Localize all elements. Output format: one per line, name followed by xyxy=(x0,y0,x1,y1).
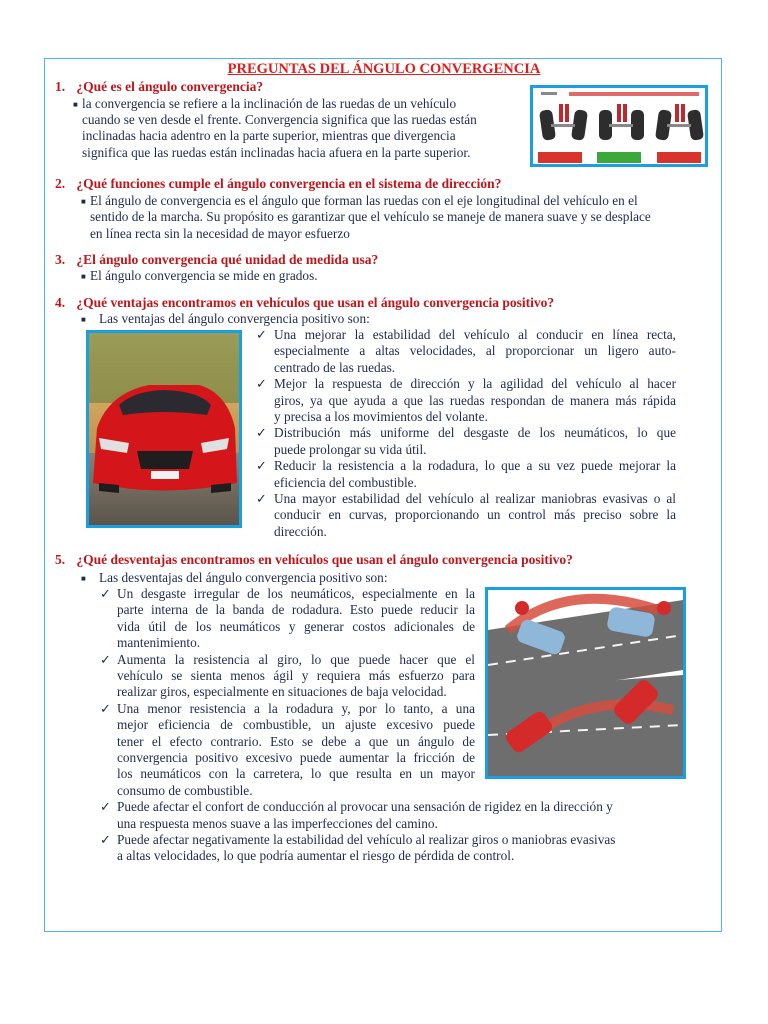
checkmark-icon: ✓ xyxy=(256,376,267,392)
question-5 xyxy=(55,552,573,568)
checkmark-icon: ✓ xyxy=(256,327,267,342)
question-4-number: 4. xyxy=(55,295,66,310)
advantage-item-line: especialmente a altas velocidades, al proporcionar un ligero auto- xyxy=(274,343,676,359)
disadvantage-item-line: convergencia positivo excesivo puede aumentar la fricción de xyxy=(117,750,475,765)
disadvantage-item-line: realizar giros, especialmente en situaciones de baja velocidad. xyxy=(117,684,447,700)
answer-1-line: la convergencia se refiere a la inclinación de las ruedas de un vehículo xyxy=(82,96,457,111)
disadvantage-item-line: mejor eficiencia de combustible, un ajuste excesivo puede xyxy=(117,717,475,733)
disadvantage-item-line: vehículo se sienta menos ágil y requiera más esfuerzo para xyxy=(117,668,475,683)
advantage-item-line: dirección. xyxy=(274,523,327,539)
checkmark-icon: ✓ xyxy=(100,799,111,815)
question-1-number: 1. xyxy=(55,79,66,94)
advantage-item-line: y precisa a los movimientos del volante. xyxy=(274,409,488,424)
tag-posicion-correcta xyxy=(597,152,641,163)
wheel-alignment-image xyxy=(530,85,708,167)
tag-convergencia xyxy=(538,152,582,163)
checkmark-icon: ✓ xyxy=(100,832,111,847)
question-4 xyxy=(55,295,554,311)
checkmark-icon: ✓ xyxy=(256,491,267,506)
answer-2-line: en línea recta sin la necesidad de mayor esfuerzo xyxy=(90,225,350,241)
disadvantage-item-line: Un desgaste irregular de los neumáticos, especialmente en la xyxy=(117,586,475,601)
disadvantage-item-line: a altas velocidades, lo que podría aumentar el riesgo de pérdida de control. xyxy=(117,848,515,864)
answer-1-line: cuando se ven desde el frente. Convergencia significa que las ruedas están xyxy=(82,112,477,127)
question-1-text: ¿Qué es el ángulo convergencia? xyxy=(76,79,264,94)
disadvantage-item-line: tener el efecto contrario. Esto se debe a que un ángulo de xyxy=(117,733,475,749)
red-car-image xyxy=(86,330,242,528)
road-maneuver-image xyxy=(485,587,686,779)
advantage-item-line: puede prolongar su vida útil. xyxy=(274,441,427,457)
question-3-text: ¿El ángulo convergencia qué unidad de medida usa? xyxy=(76,252,379,267)
advantage-item-line: giros, ya que ayuda a que las ruedas respondan de manera más rápida xyxy=(274,392,676,408)
disadvantage-item-line: una respuesta menos suave a las imperfecciones del camino. xyxy=(117,815,438,831)
disadvantage-item-line: Puede afectar el confort de conducción al provocar una sensación de rigidez en la dirección y xyxy=(117,799,613,815)
answer-1-line-2 xyxy=(82,112,519,128)
advantage-item-line: eficiencia del combustible. xyxy=(274,474,417,490)
question-2-number: 2. xyxy=(55,176,66,191)
disadvantage-item-line: Aumenta la resistencia al giro, lo que puede hacer que el xyxy=(117,651,475,667)
answer-2 xyxy=(90,193,690,242)
disadvantage-item-line: mantenimiento. xyxy=(117,635,201,651)
bullet-square-icon: ■ xyxy=(81,272,86,281)
advantage-item-line: Una mayor estabilidad del vehículo al realizar maniobras evasivas o al xyxy=(274,491,676,506)
advantage-item-line: Una mejorar la estabilidad del vehículo al conducir en línea recta, xyxy=(274,327,676,342)
question-2 xyxy=(55,176,501,192)
advantage-item-line: Reducir la resistencia a la rodadura, lo que a su vez puede mejorar la xyxy=(274,458,676,474)
question-3 xyxy=(55,252,378,268)
bullet-square-icon: ■ xyxy=(81,315,86,324)
advantages-intro: Las ventajas del ángulo convergencia positivo son: xyxy=(99,311,370,326)
answer-2-line: El ángulo de convergencia es el ángulo que forman las ruedas con el eje longitudinal del vehículo en el xyxy=(90,193,638,208)
answer-3: El ángulo convergencia se mide en grados. xyxy=(90,268,318,283)
question-5-number: 5. xyxy=(55,552,66,567)
tag-divergencia xyxy=(657,152,701,163)
page-title: PREGUNTAS DEL ÁNGULO CONVERGENCIA xyxy=(227,61,541,77)
advantage-item-line: Distribución más uniforme del desgaste de los neumáticos, lo que xyxy=(274,425,676,441)
advantage-item-line: centrado de las ruedas. xyxy=(274,359,396,375)
question-4-text: ¿Qué ventajas encontramos en vehículos que usan el ángulo convergencia positivo? xyxy=(76,295,555,310)
answer-1-line: significa que las ruedas están inclinadas hacia afuera en la parte superior. xyxy=(82,145,471,160)
disadvantage-item-line: consumo de combustible. xyxy=(117,782,253,798)
disadvantages-intro: Las desventajas del ángulo convergencia positivo son: xyxy=(99,570,388,585)
checkmark-icon: ✓ xyxy=(100,586,111,601)
bullet-square-icon: ■ xyxy=(81,574,86,583)
advantage-item-line: conducir en curvas, proporcionando un control más preciso sobre la xyxy=(274,507,676,523)
checkmark-icon: ✓ xyxy=(256,425,267,441)
checkmark-icon: ✓ xyxy=(100,700,111,716)
checkmark-icon: ✓ xyxy=(100,651,111,667)
disadvantage-item-line: los neumáticos con la carretera, lo que resulta en un mayor xyxy=(117,766,475,782)
answer-1-line-3 xyxy=(82,128,519,144)
disadvantage-item-line: Una menor resistencia a la rodadura y, por lo tanto, a una xyxy=(117,700,475,716)
checkmark-icon: ✓ xyxy=(256,458,267,474)
answer-1 xyxy=(82,96,519,112)
advantage-item-line: Mejor la respuesta de dirección y la agilidad del vehículo al hacer xyxy=(274,376,676,392)
bullet-square-icon: ■ xyxy=(81,197,86,206)
answer-1-line: inclinadas hacia adentro en la parte superior, mientras que divergencia xyxy=(82,128,456,143)
question-2-text: ¿Qué funciones cumple el ángulo convergencia en el sistema de dirección? xyxy=(76,176,502,191)
bullet-square-icon: ■ xyxy=(73,100,78,109)
answer-2-line: sentido de la marcha. Su propósito es garantizar que el vehículo se maneje de manera suave y se desplace xyxy=(90,209,651,225)
disadvantage-item-line: Puede afectar negativamente la estabilidad del vehículo al realizar giros o maniobras evasivas xyxy=(117,832,616,847)
question-1 xyxy=(55,79,263,95)
question-5-text: ¿Qué desventajas encontramos en vehículos que usan el ángulo convergencia positivo? xyxy=(76,552,573,567)
disadvantage-item-line: parte interna de la banda de rodadura. Esto puede reducir la xyxy=(117,602,475,618)
question-3-number: 3. xyxy=(55,252,66,267)
answer-1-line-4 xyxy=(82,145,519,161)
disadvantage-item-line: vida útil de los neumáticos y generar costos adicionales de xyxy=(117,618,475,634)
